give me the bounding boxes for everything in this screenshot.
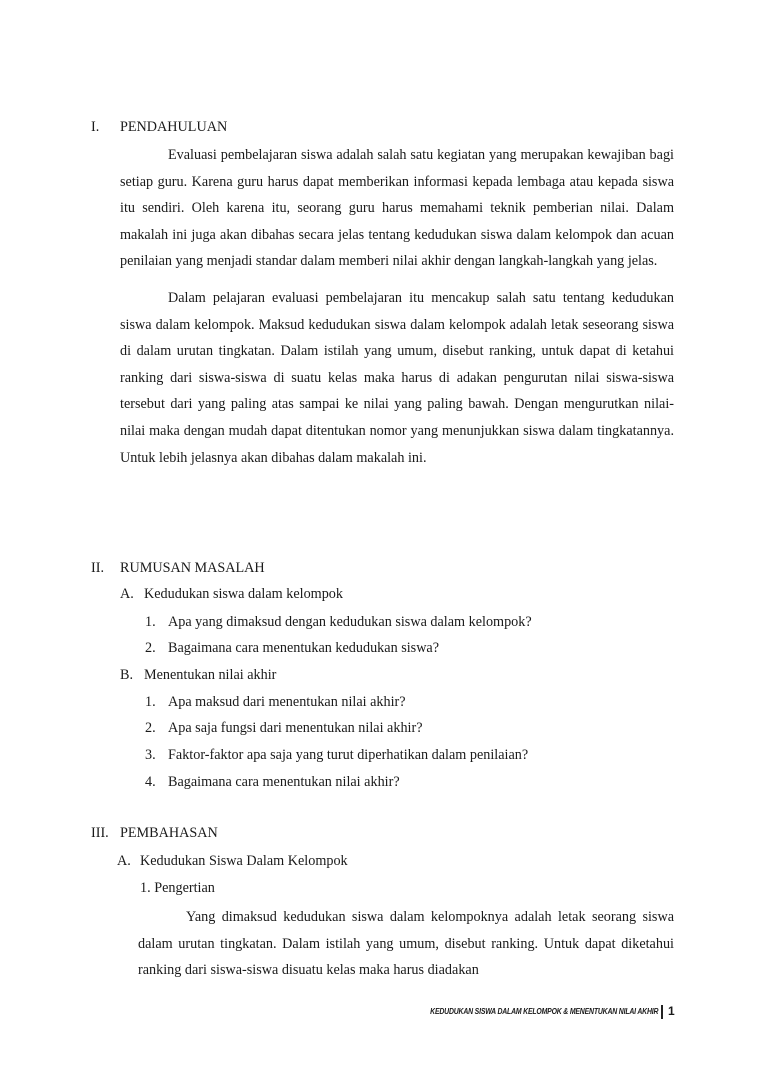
group-a-item-1-number: 1.: [145, 614, 156, 630]
group-a-item-1-text: Apa yang dimaksud dengan kedudukan siswa dalam kelompok?: [168, 614, 532, 630]
group-b-item-3-text: Faktor-faktor apa saja yang turut diperhatikan dalam penilaian?: [168, 747, 529, 763]
section-1-paragraph-2: Dalam pelajaran evaluasi pembelajaran itu mencakup salah satu tentang kedudukan siswa dalam kelompok. Maksud kedudukan siswa dalam kelompok adalah letak seseorang siswa di dalam urutan tingkatan. Dalam istilah yang umum, disebut ranking, untuk dapat di ketahui ranking dari siswa-siswa di suatu kelas maka harus di adakan pengurutan nilai siswa-siswa tersebut dari yang paling atas sampai ke nilai yang paling bawah. Dengan mengurutkan nilai-nilai maka dengan mudah dapat ditentukan nomor yang menunjukkan siswa dalam tingkatannya. Untuk lebih jelasnya akan dibahas dalam makalah ini.: [120, 289, 674, 466]
group-b-title: Menentukan nilai akhir: [144, 667, 277, 683]
section-3-point-label: 1. Pengertian: [140, 880, 215, 896]
section-3-numeral: III.: [91, 825, 109, 841]
section-3-sub-title: Kedudukan Siswa Dalam Kelompok: [140, 853, 348, 869]
section-1-paragraph-1: Evaluasi pembelajaran siswa adalah salah satu kegiatan yang merupakan kewajiban bagi setiap guru. Karena guru harus dapat memberikan informasi kepada lembaga atau kepada siswa itu sendiri. Oleh karena itu, seorang guru harus memahami teknik pemberian nilai. Dalam makalah ini juga akan dibahas secara jelas tentang kedudukan siswa dalam kelompok dan acuan penilaian yang menjadi standar dalam memberi nilai akhir dengan langkah-langkah yang jelas.: [120, 147, 674, 270]
section-3-body: [138, 904, 674, 984]
group-b-item-2-number: 2.: [145, 720, 156, 736]
section-2-heading: RUMUSAN MASALAH: [120, 560, 265, 576]
group-b-item-1-number: 1.: [145, 694, 156, 710]
running-footer-title: KEDUDUKAN SISWA DALAM KELOMPOK & MENENTUKAN NILAI AKHIR: [429, 1007, 658, 1016]
group-a-item-2-text: Bagaimana cara menentukan kedudukan siswa?: [168, 640, 440, 656]
section-3-paragraph: Yang dimaksud kedudukan siswa dalam kelompoknya adalah letak seorang siswa dalam urutan tingkatan. Dalam istilah yang umum, disebut ranking. Untuk dapat diketahui ranking dari siswa-siswa disuatu kelas maka harus diadakan: [138, 909, 674, 979]
group-b-letter: B.: [120, 667, 134, 683]
group-b-item-3-number: 3.: [145, 747, 156, 763]
section-1-heading: PENDAHULUAN: [120, 119, 228, 135]
section-2-numeral: II.: [91, 560, 104, 576]
group-a-letter: A.: [120, 586, 134, 602]
page-number: 1: [668, 1004, 675, 1018]
group-b-item-4-text: Bagaimana cara menentukan nilai akhir?: [168, 774, 400, 790]
group-b-item-2-text: Apa saja fungsi dari menentukan nilai akhir?: [168, 720, 423, 736]
group-b-item-1-text: Apa maksud dari menentukan nilai akhir?: [168, 694, 406, 710]
group-b-item-4-number: 4.: [145, 774, 156, 790]
footer-separator: [661, 1005, 663, 1019]
section-3-sub-letter: A.: [117, 853, 131, 869]
section-1-body: [120, 142, 674, 471]
group-a-title: Kedudukan siswa dalam kelompok: [144, 586, 343, 602]
section-1-numeral: I.: [91, 119, 100, 135]
group-a-item-2-number: 2.: [145, 640, 156, 656]
section-3-heading: PEMBAHASAN: [120, 825, 218, 841]
